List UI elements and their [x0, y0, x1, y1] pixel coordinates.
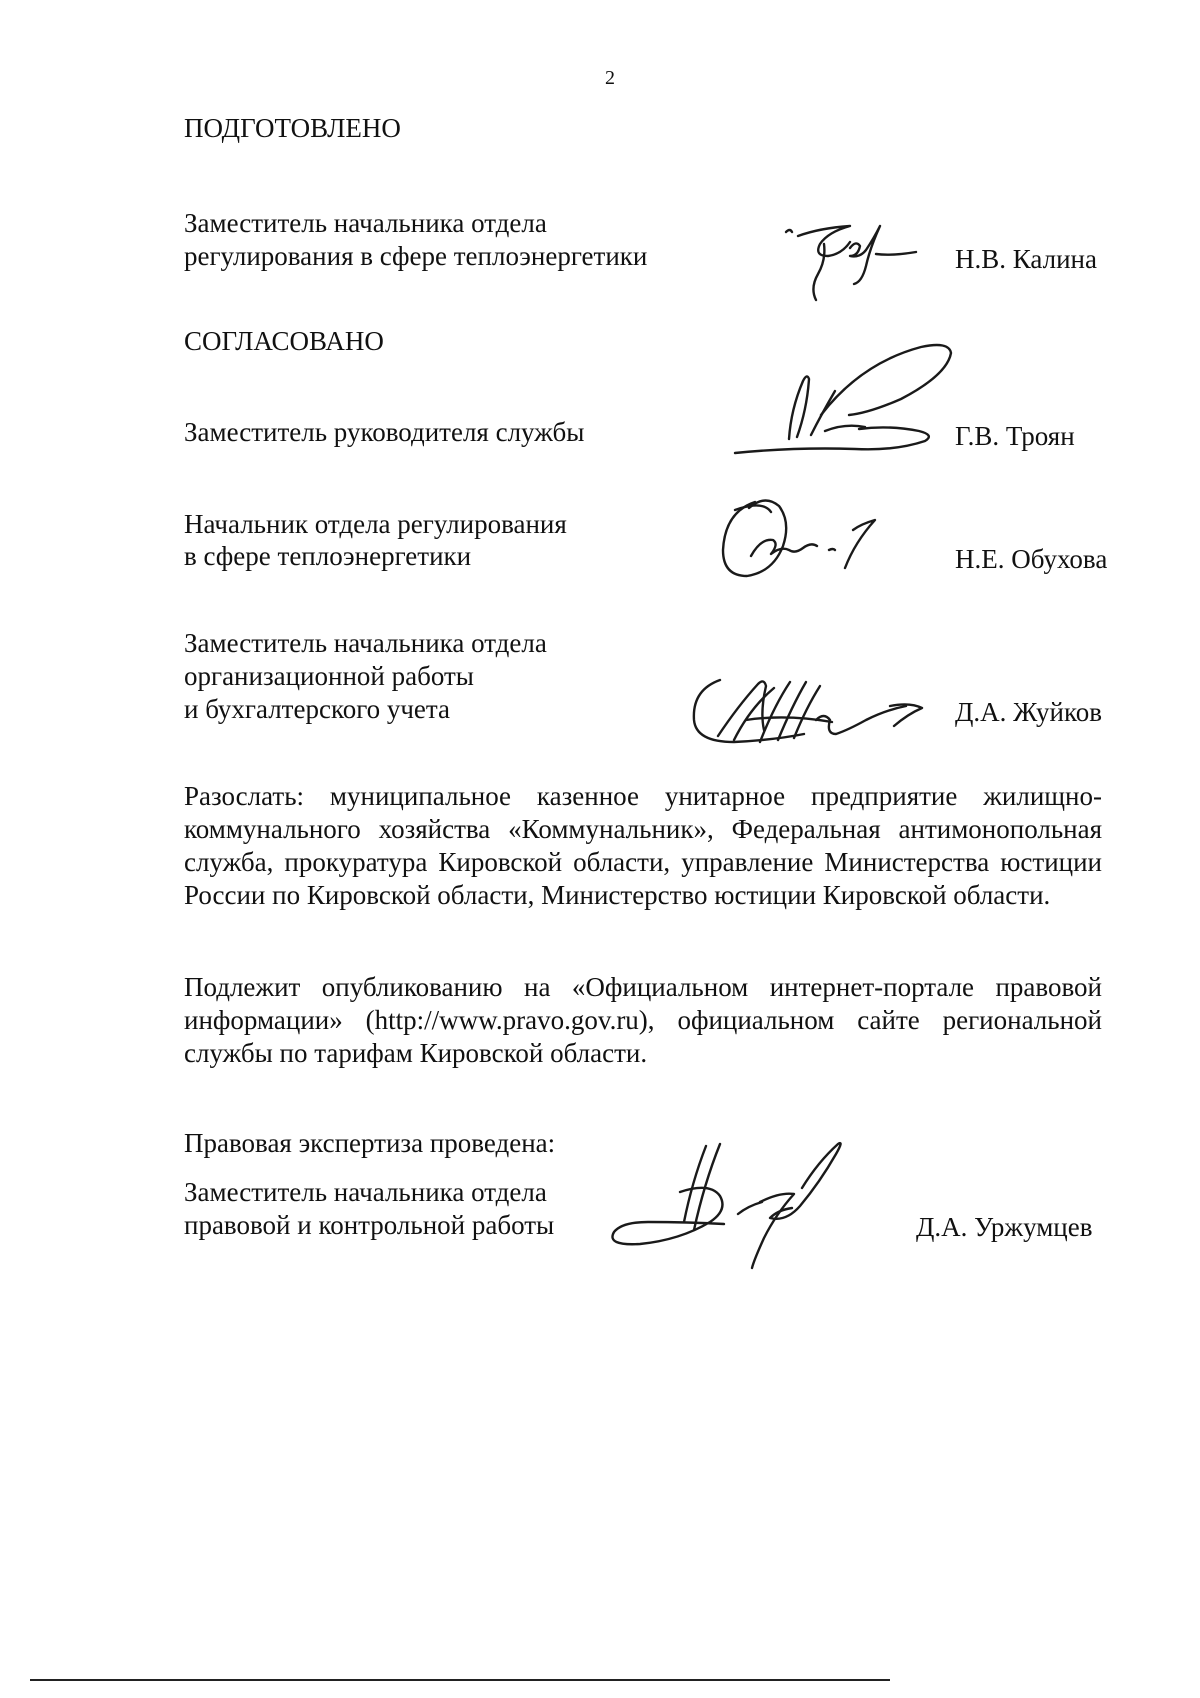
distribution-paragraph — [184, 780, 1102, 912]
agreed-heading: СОГЛАСОВАНО — [184, 326, 384, 356]
troyan-name: Г.В. Троян — [955, 421, 1075, 451]
page-number: 2 — [605, 67, 615, 89]
distribution-line-2: коммунального хозяйства «Коммунальник», Федеральная антимонопольная — [184, 814, 1102, 844]
zhuikov-name: Д.А. Жуйков — [955, 697, 1102, 727]
signature-troyan — [725, 335, 965, 475]
obukhova-role-line-2: в сфере теплоэнергетики — [184, 541, 472, 571]
distribution-line-1: Разослать: муниципальное казенное унитарное предприятие жилищно- — [184, 781, 1102, 811]
publication-line-2: информации» (http://www.pravo.gov.ru), официальном сайте региональной — [184, 1005, 1102, 1035]
obukhova-role-line-1: Начальник отдела регулирования — [184, 509, 567, 539]
prepared-heading: ПОДГОТОВЛЕНО — [184, 113, 401, 143]
prepared-role-line-1: Заместитель начальника отдела — [184, 208, 547, 238]
signature-kalina — [780, 210, 930, 305]
signature-zhuikov — [690, 670, 940, 755]
legal-review-name: Д.А. Уржумцев — [916, 1212, 1093, 1242]
footer-rule — [30, 1679, 890, 1681]
legal-review-role-line-1: Заместитель начальника отдела — [184, 1177, 547, 1207]
zhuikov-role-line-2: организационной работы — [184, 661, 474, 691]
legal-review-role-line-2: правовой и контрольной работы — [184, 1210, 555, 1240]
signature-obukhova — [715, 490, 890, 590]
publication-line-1: Подлежит опубликованию на «Официальном интернет-портале правовой — [184, 972, 1102, 1002]
legal-review-heading: Правовая экспертиза проведена: — [184, 1128, 556, 1158]
prepared-role-line-2: регулирования в сфере теплоэнергетики — [184, 241, 648, 271]
distribution-line-3: служба, прокуратура Кировской области, управление Министерства юстиции — [184, 847, 1102, 877]
obukhova-name: Н.Е. Обухова — [955, 544, 1108, 574]
zhuikov-role-line-3: и бухгалтерского учета — [184, 694, 451, 724]
prepared-name: Н.В. Калина — [955, 244, 1097, 274]
publication-line-3: службы по тарифам Кировской области. — [184, 1038, 648, 1068]
publication-paragraph — [184, 971, 1102, 1070]
zhuikov-role-line-1: Заместитель начальника отдела — [184, 628, 547, 658]
distribution-line-4: России по Кировской области, Министерство юстиции Кировской области. — [184, 880, 1051, 910]
troyan-role-line-1: Заместитель руководителя службы — [184, 417, 585, 447]
signature-urzhumtsev — [610, 1140, 890, 1270]
